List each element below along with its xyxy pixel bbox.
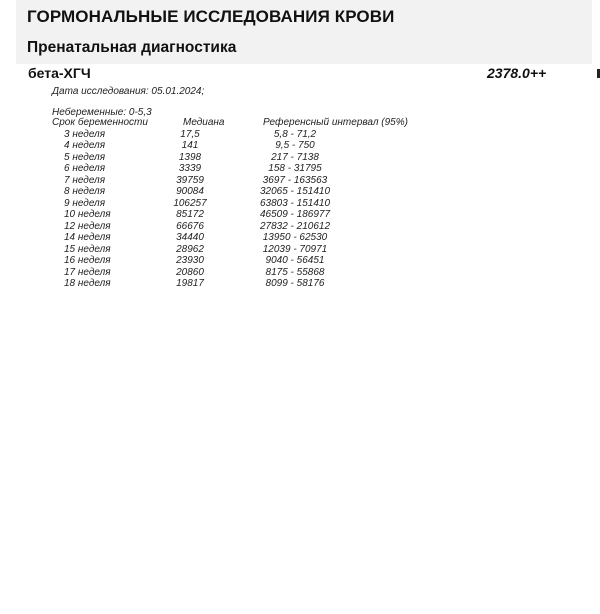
column-header-median: Медиана bbox=[183, 117, 225, 128]
cell-interval: 3697 - 163563 bbox=[262, 174, 328, 186]
cell-interval: 27832 - 210612 bbox=[259, 220, 331, 232]
cell-median: 90084 bbox=[176, 186, 204, 197]
cell-median: 17,5 bbox=[180, 128, 200, 140]
cell-median: 23930 bbox=[176, 255, 204, 266]
cell-interval: 9,5 - 750 bbox=[275, 140, 315, 151]
table-header-row bbox=[0, 117, 600, 129]
nonpregnant-range: Небеременные: 0-5,3 bbox=[52, 107, 152, 118]
table-row bbox=[0, 129, 600, 141]
cell-term: 10 неделя bbox=[64, 209, 111, 220]
cell-median: 85172 bbox=[176, 209, 204, 220]
section-subtitle: Пренатальная диагностика bbox=[27, 39, 237, 56]
cell-term: 9 неделя bbox=[64, 197, 106, 209]
table-row bbox=[0, 163, 600, 175]
cell-median: 20860 bbox=[176, 266, 204, 278]
cell-interval: 46509 - 186977 bbox=[259, 209, 331, 220]
cell-median: 141 bbox=[181, 140, 199, 151]
cell-interval: 217 - 7138 bbox=[271, 151, 319, 163]
table-row bbox=[0, 152, 600, 164]
cell-term: 17 неделя bbox=[64, 266, 111, 278]
cell-median: 1398 bbox=[178, 151, 202, 163]
cell-interval: 32065 - 151410 bbox=[259, 186, 331, 197]
cell-median: 66676 bbox=[176, 220, 204, 232]
table-row bbox=[0, 255, 600, 267]
cell-term: 18 неделя bbox=[64, 278, 111, 289]
cell-median: 34440 bbox=[176, 232, 204, 243]
cell-median: 19817 bbox=[176, 278, 204, 289]
cell-interval: 12039 - 70971 bbox=[262, 243, 328, 255]
cell-term: 5 неделя bbox=[64, 151, 106, 163]
table-row bbox=[0, 186, 600, 198]
test-result-value: 2378.0++ bbox=[487, 65, 547, 81]
section-title: ГОРМОНАЛЬНЫЕ ИССЛЕДОВАНИЯ КРОВИ bbox=[27, 7, 395, 26]
cell-term: 4 неделя bbox=[64, 140, 106, 151]
table-row bbox=[0, 221, 600, 233]
cell-term: 14 неделя bbox=[64, 232, 111, 243]
column-header-term: Срок беременности bbox=[52, 117, 148, 128]
cell-term: 8 неделя bbox=[64, 186, 106, 197]
cell-term: 16 неделя bbox=[64, 255, 111, 266]
table-row bbox=[0, 140, 600, 152]
table-row bbox=[0, 198, 600, 210]
cell-median: 28962 bbox=[176, 243, 204, 255]
cell-term: 12 неделя bbox=[64, 220, 111, 232]
cell-interval: 9040 - 56451 bbox=[265, 255, 325, 266]
cell-median: 39759 bbox=[176, 174, 204, 186]
reference-table bbox=[0, 117, 600, 290]
cell-interval: 5,8 - 71,2 bbox=[273, 128, 317, 140]
cell-term: 6 неделя bbox=[64, 163, 106, 174]
table-row bbox=[0, 244, 600, 256]
table-row bbox=[0, 278, 600, 290]
cell-interval: 158 - 31795 bbox=[268, 163, 322, 174]
cell-term: 15 неделя bbox=[64, 243, 111, 255]
table-row bbox=[0, 175, 600, 187]
test-date: Дата исследования: 05.01.2024; bbox=[52, 86, 205, 97]
cell-interval: 13950 - 62530 bbox=[262, 232, 328, 243]
cell-interval: 8099 - 58176 bbox=[265, 278, 325, 289]
column-header-interval: Референсный интервал (95%) bbox=[263, 117, 408, 128]
table-row bbox=[0, 232, 600, 244]
cell-median: 3339 bbox=[178, 163, 202, 174]
table-row bbox=[0, 267, 600, 279]
table-row bbox=[0, 209, 600, 221]
cell-term: 7 неделя bbox=[64, 174, 106, 186]
test-name: бета-ХГЧ bbox=[28, 65, 91, 81]
cell-median: 106257 bbox=[173, 197, 207, 209]
cell-interval: 63803 - 151410 bbox=[259, 197, 331, 209]
cell-term: 3 неделя bbox=[64, 128, 106, 140]
cell-interval: 8175 - 55868 bbox=[265, 266, 325, 278]
